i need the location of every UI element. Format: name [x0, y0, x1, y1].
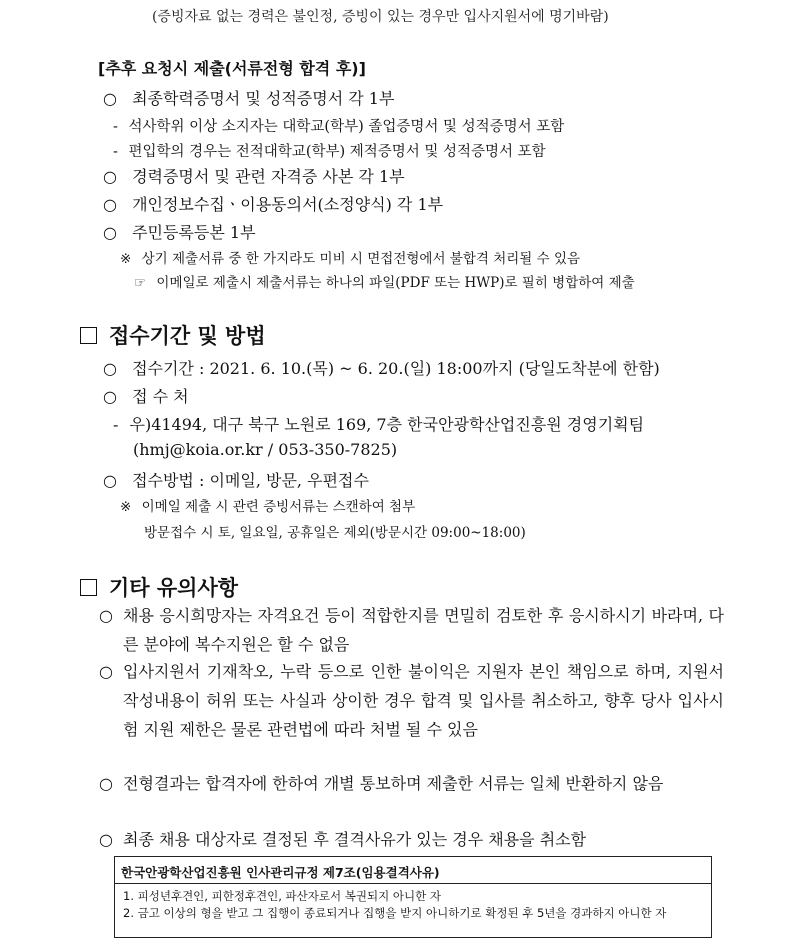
- regulation-row: 1. 피성년후견인, 피한정후견인, 파산자로서 복권되지 아니한 자: [123, 889, 441, 903]
- scan-note: ※ 이메일 제출 시 관련 증빙서류는 스캔하여 첨부: [120, 499, 416, 515]
- checkbox-square-icon: [80, 579, 97, 596]
- visit-note: 방문접수 시 토, 일요일, 공휴일은 제외(방문시간 09:00~18:00): [144, 525, 526, 541]
- circle-bullet-icon: ○: [103, 89, 117, 108]
- dash-bullet: -: [113, 144, 118, 160]
- list-item: ○ 경력증명서 및 관련 자격증 사본 각 1부: [103, 167, 405, 186]
- circle-bullet-icon: ○: [103, 471, 117, 490]
- circle-bullet-icon: ○: [103, 223, 117, 242]
- regulation-title: 한국안광학산업진흥원 인사관리규정 제7조(임용결격사유): [121, 865, 440, 880]
- contact-line: (hmj@koia.or.kr / 053-350-7825): [133, 440, 398, 459]
- checkbox-square-icon: [80, 327, 97, 344]
- address-line: - 우)41494, 대구 북구 노원로 169, 7층 한국안광학산업진흥원 경영기획팀: [113, 415, 645, 434]
- circle-bullet-icon: ○: [103, 359, 117, 378]
- regulation-row: 2. 금고 이상의 형을 받고 그 집행이 종료되거나 집행을 받지 아니하기로 확정된 후 5년을 경과하지 아니한 자: [123, 906, 667, 920]
- evidence-note: (증빙자료 없는 경력은 불인정, 증빙이 있는 경우만 입사지원서에 명기바람): [152, 9, 609, 25]
- application-heading: 접수기간 및 방법: [80, 320, 266, 350]
- notice-paragraph: ○ 입사지원서 기재착오, 누락 등으로 인한 불이익은 지원자 본인 책임으로 하며, 지원서 작성내용이 허위 또는 사실과 상이한 경우 합격 및 입사를 취소하고, 향후 당사 입사시험 지원 제한은 물론 관련법에 따라 처벌 될 수 있음: [99, 657, 724, 744]
- notice-paragraph: ○ 전형결과는 합격자에 한하여 개별 통보하며 제출한 서류는 일체 반환하지 않음: [99, 769, 724, 798]
- circle-bullet-icon: ○: [99, 774, 113, 793]
- pointing-hand-icon: ☞: [134, 275, 147, 291]
- list-item: ○ 접수방법 : 이메일, 방문, 우편접수: [103, 471, 369, 490]
- warning-note: ※ 상기 제출서류 중 한 가지라도 미비 시 면접전형에서 불합격 처리될 수 있음: [120, 251, 581, 267]
- dash-bullet: -: [113, 415, 119, 434]
- notice-paragraph: ○ 최종 채용 대상자로 결정된 후 결격사유가 있는 경우 채용을 취소함: [99, 825, 724, 854]
- circle-bullet-icon: ○: [103, 387, 117, 406]
- list-item: ○ 접 수 처: [103, 387, 189, 406]
- regulation-box: [114, 856, 712, 938]
- circle-bullet-icon: ○: [99, 662, 113, 681]
- list-item: ○ 주민등록등본 1부: [103, 223, 256, 242]
- reference-mark-icon: ※: [120, 251, 132, 267]
- list-item: - 편입학의 경우는 전적대학교(학부) 제적증명서 및 성적증명서 포함: [113, 144, 546, 160]
- circle-bullet-icon: ○: [99, 830, 113, 849]
- list-item: ○ 접수기간 : 2021. 6. 10.(목) ~ 6. 20.(일) 18:00까지 (당일도착분에 한함): [103, 359, 660, 378]
- list-item: ○ 개인정보수집ㆍ이용동의서(소정양식) 각 1부: [103, 195, 444, 214]
- email-note: ☞ 이메일로 제출시 제출서류는 하나의 파일(PDF 또는 HWP)로 필히 병합하여 제출: [134, 275, 635, 291]
- list-item: ○ 최종학력증명서 및 성적증명서 각 1부: [103, 89, 395, 108]
- later-submission-title: [추후 요청시 제출(서류전형 합격 후)]: [98, 59, 366, 78]
- notice-paragraph: ○ 채용 응시희망자는 자격요건 등이 적합한지를 면밀히 검토한 후 응시하시기 바라며, 다른 분야에 복수지원은 할 수 없음: [99, 601, 724, 659]
- reference-mark-icon: ※: [120, 499, 132, 515]
- notes-heading: 기타 유의사항: [80, 572, 238, 602]
- dash-bullet: -: [113, 119, 118, 135]
- circle-bullet-icon: ○: [103, 167, 117, 186]
- divider: [115, 883, 711, 884]
- circle-bullet-icon: ○: [99, 606, 113, 625]
- circle-bullet-icon: ○: [103, 195, 117, 214]
- list-item: - 석사학위 이상 소지자는 대학교(학부) 졸업증명서 및 성적증명서 포함: [113, 119, 565, 135]
